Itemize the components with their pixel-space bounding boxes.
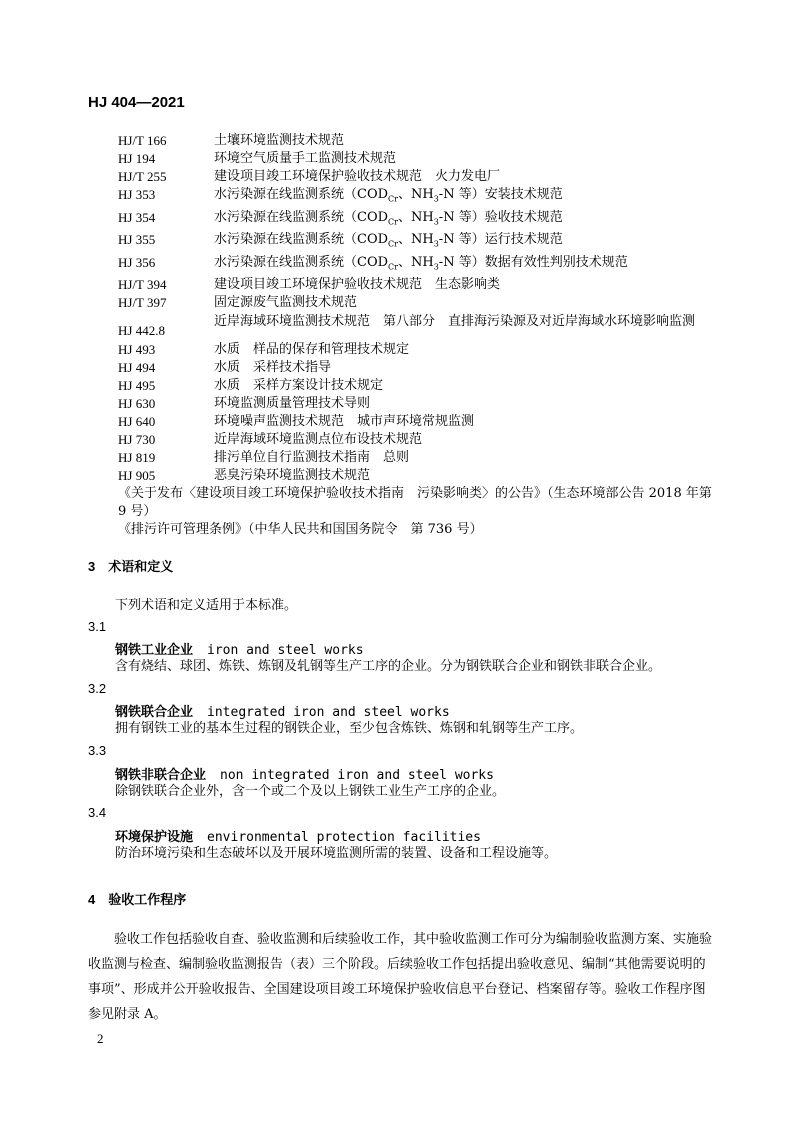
reference-item bbox=[118, 341, 718, 359]
term-en: non integrated iron and steel works bbox=[220, 768, 494, 783]
section-4-heading: 4 验收工作程序 bbox=[88, 892, 187, 907]
term-en: iron and steel works bbox=[207, 643, 364, 658]
term-heading bbox=[115, 826, 481, 845]
reference-item bbox=[118, 449, 718, 467]
term-en: integrated iron and steel works bbox=[207, 705, 450, 720]
term-number: 3.4 bbox=[88, 805, 107, 820]
reference-code: HJ/T 166 bbox=[118, 133, 167, 148]
reference-title: 水污染源在线监测系统（$COD_{Cr}$、$NH_3-N$ 等）验收技术规范 bbox=[214, 209, 563, 227]
reference-code: HJ 819 bbox=[118, 450, 156, 466]
reference-title: 水质 样品的保存和管理技术规定 bbox=[214, 342, 410, 358]
reference-code: HJ 730 bbox=[118, 432, 156, 448]
reference-title: 水污染源在线监测系统（$COD_{Cr}$、$NH_3-N$ 等）数据有效性判别技术规范 bbox=[214, 254, 628, 272]
term-number: 3.2 bbox=[88, 681, 107, 696]
reference-title: 排污单位自行监测技术指南 总则 bbox=[214, 450, 410, 466]
reference-title: 环境空气质量手工监测技术规范 bbox=[214, 151, 397, 166]
term-zh: 钢铁非联合企业 bbox=[115, 768, 207, 783]
reference-item bbox=[118, 276, 718, 294]
term-zh: 钢铁联合企业 bbox=[115, 705, 194, 720]
reference-title: 环境噪声监测技术规范 城市声环境常规监测 bbox=[214, 414, 475, 430]
reference-item bbox=[118, 467, 718, 485]
reference-code: HJ 494 bbox=[118, 360, 156, 376]
reference-item bbox=[118, 377, 718, 395]
reference-item bbox=[118, 431, 718, 449]
reference-item bbox=[118, 150, 718, 168]
reference-title: 恶臭污染环境监测技术规范 bbox=[214, 468, 371, 484]
reference-code: HJ/T 397 bbox=[118, 295, 167, 311]
reference-item bbox=[118, 395, 718, 413]
reference-item bbox=[118, 413, 718, 431]
reference-item bbox=[118, 254, 718, 277]
reference-code: HJ 194 bbox=[118, 151, 156, 166]
reference-item bbox=[118, 294, 718, 312]
term-definition: 除钢铁联合企业外，含一个或二个及以上钢铁工业生产工序的企业。 bbox=[115, 784, 506, 799]
reference-code: HJ 356 bbox=[118, 254, 156, 270]
reference-item bbox=[118, 186, 718, 209]
reference-code: HJ 355 bbox=[118, 232, 156, 248]
section-3-heading: 3 术语和定义 bbox=[88, 559, 174, 574]
term-definition: 含有烧结、球团、炼铁、炼钢及轧钢等生产工序的企业。分为钢铁联合企业和钢铁非联合企业。 bbox=[115, 659, 662, 674]
reference-list bbox=[118, 132, 718, 539]
reference-item bbox=[118, 313, 718, 340]
reference-code: HJ/T 394 bbox=[118, 277, 167, 293]
reference-item bbox=[118, 359, 718, 377]
reference-title: 近岸海域环境监测点位布设技术规范 bbox=[214, 432, 423, 448]
section-3-intro: 下列术语和定义适用于本标准。 bbox=[115, 598, 298, 613]
reference-code: HJ 354 bbox=[118, 209, 156, 225]
term-number: 3.3 bbox=[88, 743, 107, 758]
reference-code: HJ 353 bbox=[118, 187, 156, 202]
term-heading bbox=[115, 639, 364, 658]
reference-code: HJ 905 bbox=[118, 468, 156, 484]
reference-code: HJ 495 bbox=[118, 378, 156, 394]
reference-item bbox=[118, 132, 718, 150]
reference-code: HJ 630 bbox=[118, 396, 156, 412]
term-number: 3.1 bbox=[88, 619, 107, 634]
reference-title: 固定源废气监测技术规范 bbox=[214, 295, 358, 311]
term-en: environmental protection facilities bbox=[207, 830, 481, 845]
reference-title: 建设项目竣工环境保护验收技术规范 火力发电厂 bbox=[214, 169, 501, 184]
reference-code: HJ/T 255 bbox=[118, 169, 167, 184]
reference-code: HJ 442.8 bbox=[118, 323, 165, 339]
reference-note: 《排污许可管理条例》（中华人民共和国国务院令 第 736 号） bbox=[118, 522, 483, 538]
reference-item bbox=[118, 168, 718, 186]
term-definition: 防治环境污染和生态破坏以及开展环境监测所需的装置、设备和工程设施等。 bbox=[115, 846, 558, 861]
term-heading bbox=[115, 764, 494, 783]
reference-note: 《关于发布〈建设项目竣工环境保护验收技术指南 污染影响类〉的公告》（生态环境部公告 2018 年第 9 号） bbox=[118, 486, 712, 520]
reference-code: HJ 640 bbox=[118, 414, 156, 430]
reference-title: 土壤环境监测技术规范 bbox=[214, 133, 345, 148]
term-heading bbox=[115, 701, 450, 720]
term-zh: 钢铁工业企业 bbox=[115, 643, 194, 658]
page-number: 2 bbox=[97, 1031, 104, 1046]
reference-title: 近岸海域环境监测技术规范 第八部分 直排海污染源及对近岸海域水环境影响监测 bbox=[214, 314, 696, 330]
term-definition: 拥有钢铁工业的基本生过程的钢铁企业，至少包含炼铁、炼钢和轧钢等生产工序。 bbox=[115, 721, 584, 736]
term-zh: 环境保护设施 bbox=[115, 830, 194, 845]
reference-item bbox=[118, 209, 718, 232]
reference-title: 建设项目竣工环境保护验收技术规范 生态影响类 bbox=[214, 277, 501, 293]
reference-title: 水污染源在线监测系统（$COD_{Cr}$、$NH_3-N$ 等）运行技术规范 bbox=[214, 232, 563, 249]
reference-code: HJ 493 bbox=[118, 342, 156, 358]
reference-item bbox=[118, 231, 718, 254]
document-header: HJ 404—2021 bbox=[88, 94, 185, 111]
reference-title: 水质 采样方案设计技术规定 bbox=[214, 378, 384, 394]
reference-title: 环境监测质量管理技术导则 bbox=[214, 396, 371, 412]
section-4-body: 验收工作包括验收自查、验收监测和后续验收工作，其中验收监测工作可分为编制验收监测方案、实施验收监测与检查、编制验收监测报告（表）三个阶段。后续验收工作包括提出验收意见、编制“其他需要说明的事项”、形成并公开验收报告、全国建设项目竣工环境保护验收信息平台登记、档案留存等。验收工作程序图参见附录 A。 bbox=[88, 932, 713, 1022]
reference-title: 水质 采样技术指导 bbox=[214, 360, 332, 376]
reference-title: 水污染源在线监测系统（$COD_{Cr}$、$NH_3-N$ 等）安装技术规范 bbox=[214, 187, 563, 204]
